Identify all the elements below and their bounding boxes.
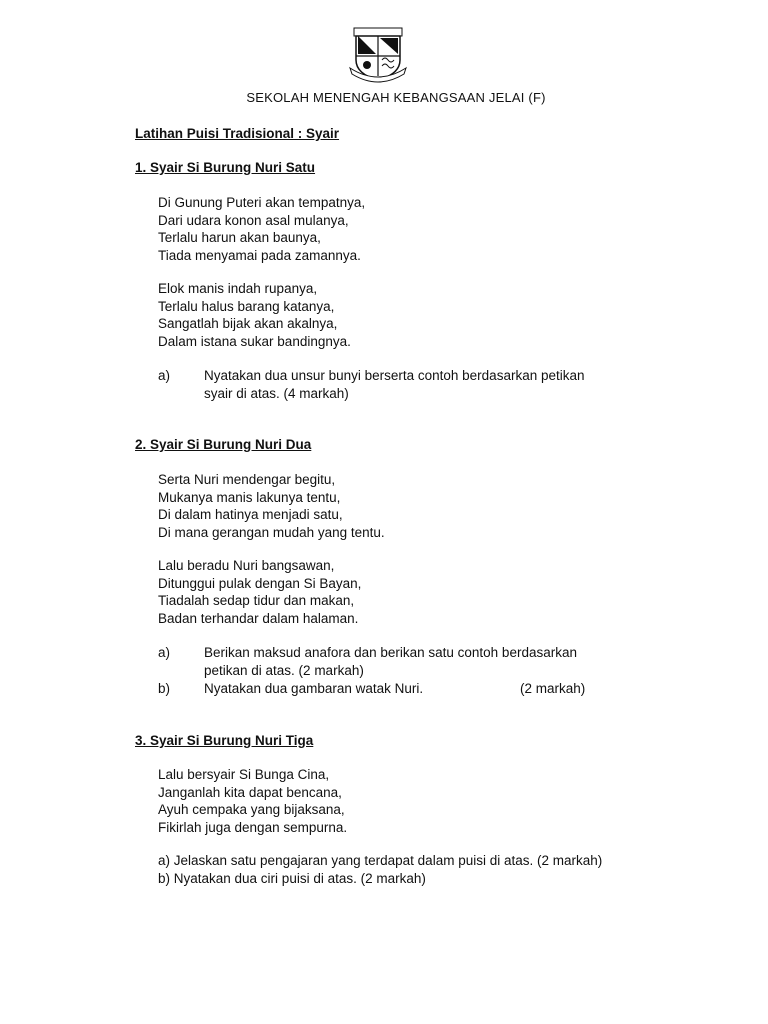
verse-line: Serta Nuri mendengar begitu, xyxy=(158,472,336,487)
page-title: Latihan Puisi Tradisional : Syair xyxy=(135,126,340,141)
verse-line: Ayuh cempaka yang bijaksana, xyxy=(158,802,345,817)
section-heading-2: 2. Syair Si Burung Nuri Dua xyxy=(135,437,312,452)
verse-line: Lalu beradu Nuri bangsawan, xyxy=(158,558,335,573)
verse-line: Elok manis indah rupanya, xyxy=(158,281,318,296)
question-letter: a) xyxy=(158,645,171,660)
verse-line: Lalu bersyair Si Bunga Cina, xyxy=(158,767,330,782)
section-heading-1: 1. Syair Si Burung Nuri Satu xyxy=(135,160,316,175)
question-text: Berikan maksud anafora dan berikan satu contoh berdasarkan xyxy=(204,645,577,660)
verse-line: Dari udara konon asal mulanya, xyxy=(158,212,349,228)
school-crest xyxy=(348,24,408,84)
question-mark: (2 markah) xyxy=(520,681,586,696)
verse-line: Di Gunung Puteri akan tempatnya, xyxy=(158,195,366,210)
question-letter: b) xyxy=(158,681,171,696)
stanza-1-2 xyxy=(158,280,351,350)
question-text: petikan di atas. (2 markah) xyxy=(204,663,364,678)
question-text: Nyatakan dua gambaran watak Nuri. xyxy=(204,681,424,696)
stanza-2-1 xyxy=(158,471,385,541)
stanza-3-1 xyxy=(158,766,347,836)
verse-line: Terlalu halus barang katanya, xyxy=(158,298,335,314)
verse-line: Terlalu harun akan baunya, xyxy=(158,230,321,245)
verse-line: Fikirlah juga dengan sempurna. xyxy=(158,819,348,835)
section-heading-3: 3. Syair Si Burung Nuri Tiga xyxy=(135,733,314,748)
verse-line: Janganlah kita dapat bencana, xyxy=(158,784,342,800)
verse-line: Di dalam hatinya menjadi satu, xyxy=(158,507,343,522)
question-text: syair di atas. (4 markah) xyxy=(204,386,349,401)
verse-line: Mukanya manis lakunya tentu, xyxy=(158,489,341,505)
question-3b: b) Nyatakan dua ciri puisi di atas. (2 markah) xyxy=(158,871,426,886)
verse-line: Ditunggui pulak dengan Si Bayan, xyxy=(158,575,362,591)
verse-line: Di mana gerangan mudah yang tentu. xyxy=(158,524,385,540)
verse-line: Badan terhandar dalam halaman. xyxy=(158,610,359,626)
question-text: Nyatakan dua unsur bunyi berserta contoh berdasarkan petikan xyxy=(204,368,585,383)
stanza-1-1 xyxy=(158,194,365,264)
verse-line: Dalam istana sukar bandingnya. xyxy=(158,333,351,349)
school-name: SEKOLAH MENENGAH KEBANGSAAN JELAI (F) xyxy=(246,90,546,105)
verse-line: Tiadalah sedap tidur dan makan, xyxy=(158,593,355,608)
crest-icon xyxy=(348,24,408,84)
question-letter: a) xyxy=(158,368,171,383)
stanza-2-2 xyxy=(158,557,361,627)
verse-line: Sangatlah bijak akan akalnya, xyxy=(158,316,338,331)
verse-line: Tiada menyamai pada zamannya. xyxy=(158,247,361,263)
question-3a: a) Jelaskan satu pengajaran yang terdapat dalam puisi di atas. (2 markah) xyxy=(158,853,603,868)
